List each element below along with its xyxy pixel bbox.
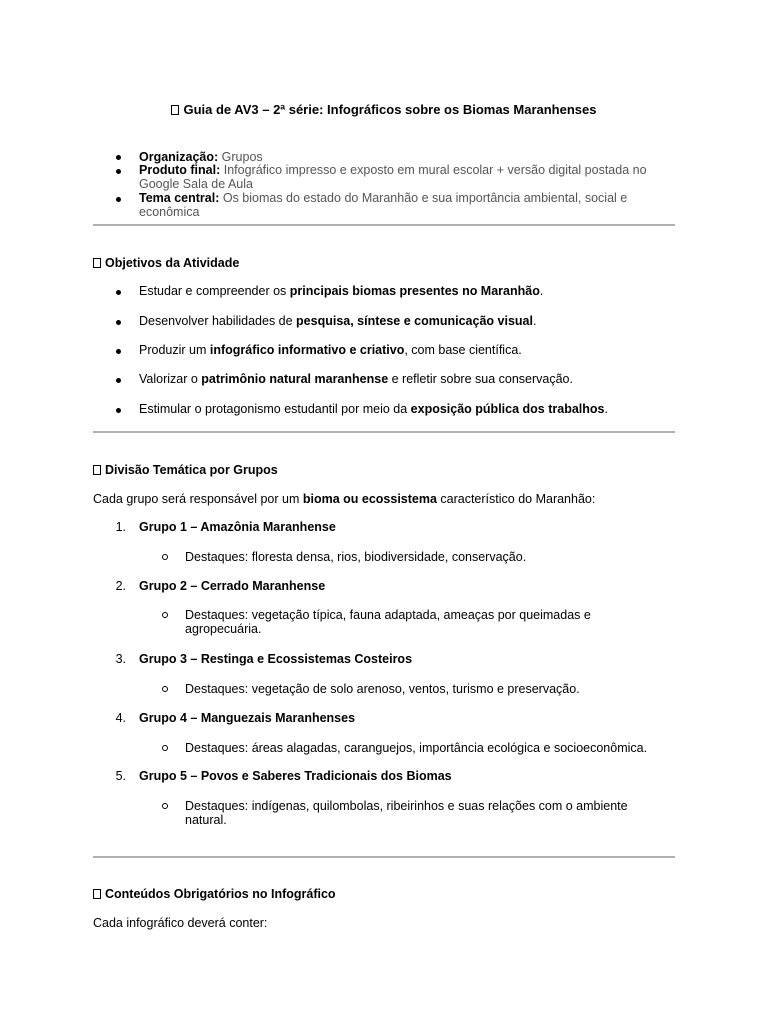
- bold-text: infográfico informativo e criativo: [209, 343, 405, 357]
- group-title: Grupo 2 – Cerrado Maranhense: [139, 579, 326, 593]
- label: Organização:: [139, 150, 219, 164]
- bullet-icon: [116, 408, 121, 413]
- value: Os biomas do estado do Maranhão e sua importância ambiental, social e: [222, 191, 628, 205]
- bold-text: exposição pública dos trabalhos: [410, 402, 605, 416]
- group-title: Grupo 5 – Povos e Saberes Tradicionais dos Biomas: [139, 769, 452, 783]
- bullet-icon: [116, 197, 121, 202]
- list-number: 1.: [115, 520, 126, 534]
- section-heading-divisao: [93, 463, 278, 477]
- label: Produto final:: [139, 163, 221, 177]
- heading-text: Conteúdos Obrigatórios no Infográfico: [105, 887, 336, 901]
- bullet-icon: [116, 349, 121, 354]
- bullet-icon: [116, 169, 121, 174]
- text: Desenvolver habilidades de: [139, 314, 297, 328]
- bullet-icon: [116, 378, 121, 383]
- info-tema: [139, 191, 627, 205]
- divisao-intro: [93, 492, 595, 506]
- sub-bullet-icon: [162, 686, 168, 692]
- text: característico do Maranhão:: [436, 492, 596, 506]
- value: Infográfico impresso e exposto em mural escolar + versão digital postada no: [223, 163, 647, 177]
- missing-glyph-icon: [171, 105, 179, 115]
- heading-text: Objetivos da Atividade: [105, 256, 240, 270]
- group-detail: Destaques: áreas alagadas, caranguejos, importância ecológica e socioeconômica.: [185, 741, 648, 755]
- text: Cada grupo será responsável por um: [93, 492, 303, 506]
- section-heading-objetivos: [93, 256, 239, 270]
- bold-text: bioma ou ecossistema: [302, 492, 437, 506]
- list-number: 2.: [115, 579, 126, 593]
- group-detail-cont: natural.: [185, 813, 227, 827]
- text: Estimular o protagonismo estudantil por meio da: [139, 402, 411, 416]
- group-detail-cont: agropecuária.: [185, 622, 262, 636]
- divider: [93, 224, 675, 226]
- text: .: [604, 402, 608, 416]
- text: Estudar e compreender os: [139, 284, 290, 298]
- divider: [93, 856, 675, 858]
- objetivo-item: [139, 402, 608, 416]
- text: Produzir um: [139, 343, 210, 357]
- group-detail: Destaques: floresta densa, rios, biodiversidade, conservação.: [185, 550, 527, 564]
- info-produto: [139, 163, 647, 177]
- text: Valorizar o: [139, 372, 202, 386]
- title-text: Guia de AV3 – 2ª série: Infográficos sobre os Biomas Maranhenses: [183, 102, 597, 117]
- text: .: [532, 314, 537, 328]
- text: , com base científica.: [404, 343, 522, 357]
- missing-glyph-icon: [93, 258, 101, 268]
- info-tema-cont: econômica: [139, 205, 200, 219]
- bullet-icon: [116, 290, 121, 295]
- divider: [93, 431, 675, 433]
- group-title: Grupo 4 – Manguezais Maranhenses: [139, 711, 356, 725]
- info-produto-cont: Google Sala de Aula: [139, 177, 253, 191]
- missing-glyph-icon: [93, 465, 101, 475]
- bullet-icon: [116, 155, 121, 160]
- heading-text: Divisão Temática por Grupos: [105, 463, 278, 477]
- bullet-icon: [116, 320, 121, 325]
- sub-bullet-icon: [162, 745, 168, 751]
- list-number: 4.: [115, 711, 126, 725]
- group-detail: Destaques: indígenas, quilombolas, ribeirinhos e suas relações com o ambiente: [185, 799, 628, 813]
- sub-bullet-icon: [162, 612, 168, 618]
- sub-bullet-icon: [162, 554, 168, 560]
- objetivo-item: [139, 343, 522, 357]
- text: .: [539, 284, 544, 298]
- objetivo-item: [139, 372, 573, 386]
- group-title: Grupo 3 – Restinga e Ecossistemas Costeiros: [139, 652, 413, 666]
- conteudos-intro: Cada infográfico deverá conter:: [93, 916, 268, 930]
- missing-glyph-icon: [93, 889, 101, 899]
- group-title: Grupo 1 – Amazônia Maranhense: [139, 520, 336, 534]
- section-heading-conteudos: [93, 887, 336, 901]
- list-number: 5.: [115, 769, 126, 783]
- objetivo-item: [139, 284, 543, 298]
- bold-text: principais biomas presentes no Maranhão: [289, 284, 540, 298]
- document-title: [0, 102, 768, 117]
- text: e refletir sobre sua conservação.: [388, 372, 573, 386]
- bold-text: pesquisa, síntese e comunicação visual: [296, 314, 533, 328]
- objetivo-item: [139, 314, 536, 328]
- value: Grupos: [221, 150, 263, 164]
- sub-bullet-icon: [162, 803, 168, 809]
- info-organizacao: [139, 150, 263, 164]
- label: Tema central:: [139, 191, 220, 205]
- group-detail: Destaques: vegetação de solo arenoso, ventos, turismo e preservação.: [185, 682, 580, 696]
- bold-text: patrimônio natural maranhense: [201, 372, 389, 386]
- group-detail: Destaques: vegetação típica, fauna adaptada, ameaças por queimadas e: [185, 608, 591, 622]
- list-number: 3.: [115, 652, 126, 666]
